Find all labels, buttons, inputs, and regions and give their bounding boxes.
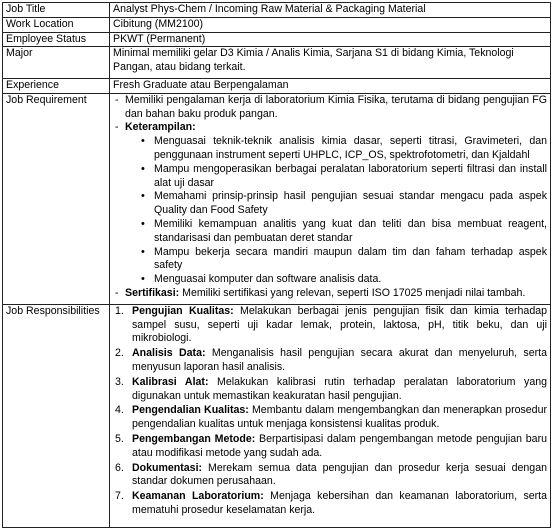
certification-text: Memiliki sertifikasi yang relevan, seperti ISO 17025 menjadi nilai tambah. — [179, 286, 526, 299]
requirement-list — [113, 94, 547, 301]
row-job-responsibilities — [3, 304, 551, 527]
job-title-label: Job Title — [3, 3, 110, 18]
skill-item: • Memiliki kemampuan analitis yang kuat dan teliti dan bisa membuat reagent, standarisasi dan pembuatan deret standar — [139, 218, 547, 246]
responsibility-number: 6. — [115, 461, 124, 474]
row-work-location — [3, 17, 551, 32]
responsibility-item — [113, 305, 547, 346]
skill-item: • Mampu bekerja secara mandiri maupun dalam tim dan faham terhadap aspek safety — [139, 246, 547, 274]
responsibility-text: Melakukan berbagai jenis pengujian fisik dan kimia terhadap sampel susu, seperti uji kadar lemak, protein, laktosa, pH, titik beku, dan uji mikrobiologi. — [132, 304, 547, 345]
responsibilities-list — [113, 305, 547, 518]
certification-heading: Sertifikasi: — [125, 286, 180, 299]
major-value: Minimal memiliki gelar D3 Kimia / Analis Kimia, Sarjana S1 di bidang Kimia, Teknologi Pangan, atau bidang terkait. — [110, 47, 551, 79]
responsibility-title: Kalibrasi Alat: — [132, 375, 209, 388]
job-description-table — [2, 2, 551, 528]
responsibility-text: Menganalisis hasil pengujian secara akurat dan menyeluruh, serta menyusun laporan hasil analisis. — [132, 347, 547, 373]
row-job-title — [3, 3, 551, 18]
row-major — [3, 47, 551, 79]
requirement-item — [113, 287, 547, 301]
job-title-value: Analyst Phys-Chem / Incoming Raw Material & Packaging Material — [110, 3, 551, 18]
row-experience — [3, 78, 551, 93]
responsibility-text: Menjaga kebersihan dan keamanan laboratorium, serta mematuhi prosedur keselamatan kerja. — [132, 490, 547, 516]
skill-item: • Mampu mengoperasikan berbagai peralatan laboratorium seperti filtrasi dan install alat uji dasar — [139, 163, 547, 191]
skills-heading: Keterampilan: — [125, 121, 196, 134]
responsibility-item — [113, 347, 547, 375]
row-job-requirement — [3, 93, 551, 304]
work-location-value: Cibitung (MM2100) — [110, 17, 551, 32]
responsibility-title: Keamanan Laboratorium: — [132, 490, 264, 503]
responsibility-title: Analisis Data: — [132, 347, 206, 360]
responsibility-title: Pengembangan Metode: — [132, 432, 256, 445]
responsibility-item — [113, 433, 547, 461]
responsibility-title: Pengendalian Kualitas: — [132, 404, 249, 417]
responsibility-title: Pengujian Kualitas: — [132, 304, 234, 317]
responsibility-number: 5. — [115, 432, 124, 445]
responsibility-item — [113, 462, 547, 490]
responsibility-text: Melakukan kalibrasi rutin terhadap peralatan laboratorium yang digunakan untuk memastikan keakuratan hasil pengujian. — [132, 375, 547, 402]
experience-value: Fresh Graduate atau Berpengalaman — [110, 78, 551, 93]
responsibility-number: 4. — [115, 404, 124, 417]
responsibility-item — [113, 376, 547, 404]
experience-label: Experience — [3, 78, 110, 93]
row-employee-status — [3, 32, 551, 47]
responsibility-text: Membantu dalam mengembangkan dan menerapkan prosedur pengendalian kualitas untuk menjaga konsistensi kualitas produk. — [132, 404, 547, 431]
responsibility-item — [113, 490, 547, 518]
job-requirement-cell — [110, 93, 551, 304]
major-label: Major — [3, 47, 110, 79]
employee-status-label: Employee Status — [3, 32, 110, 47]
responsibility-number: 2. — [115, 347, 124, 360]
responsibility-number: 7. — [115, 490, 124, 503]
skills-list — [125, 135, 547, 287]
requirement-item — [113, 121, 547, 287]
skill-item: • Menguasai komputer dan software analisis data. — [139, 273, 547, 287]
responsibility-title: Dokumentasi: — [132, 461, 203, 474]
job-responsibilities-label: Job Responsibilities — [3, 304, 110, 527]
responsibility-text: Berpartisipasi dalam pengembangan metode pengujian baru atau modifikasi metode yang sudah ada. — [132, 432, 547, 459]
job-responsibilities-cell — [110, 304, 551, 527]
responsibility-text: Merekam semua data pengujian dan prosedur kerja sesuai dengan standar dokumen perusahaan. — [132, 461, 547, 488]
work-location-label: Work Location — [3, 17, 110, 32]
employee-status-value: PKWT (Permanent) — [110, 32, 551, 47]
responsibility-item — [113, 404, 547, 432]
skill-item: • Menguasai teknik-teknik analisis kimia dasar, seperti titrasi, Gravimeteri, dan penggunaan instrument seperti UHPLC, ICP_OS, spektrofotometri, dan Kjaldahl — [139, 135, 547, 163]
responsibility-number: 1. — [115, 304, 124, 317]
skill-item: • Memahami prinsip-prinsip hasil pengujian sesuai standar mengacu pada aspek Quality dan Food Safety — [139, 190, 547, 218]
job-requirement-label: Job Requirement — [3, 93, 110, 304]
requirement-item — [113, 94, 547, 122]
responsibility-number: 3. — [115, 375, 124, 388]
requirement-text: Memiliki pengalaman kerja di laboratorium Kimia Fisika, terutama di bidang pengujian FG dan bahan baku produk pangan. — [125, 93, 547, 120]
